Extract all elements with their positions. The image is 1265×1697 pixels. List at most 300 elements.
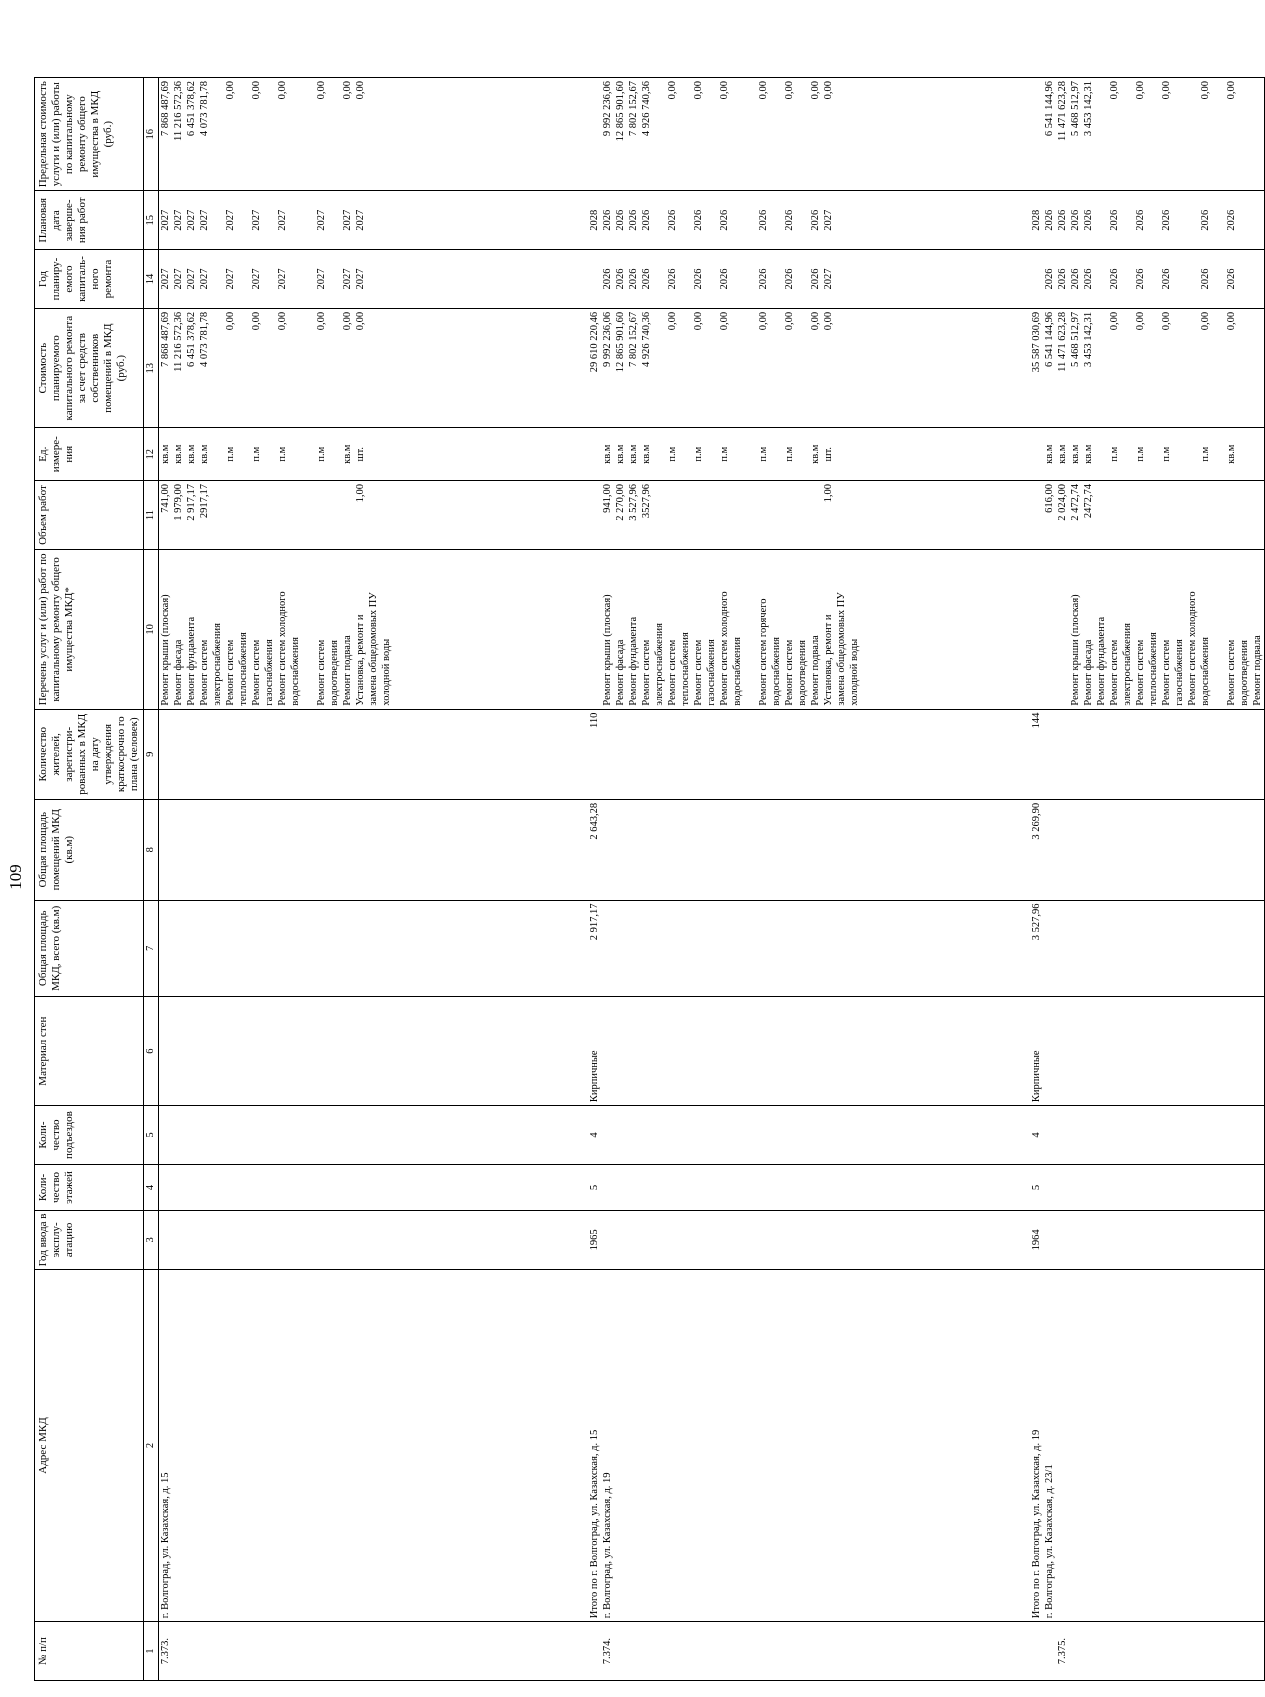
cell-line — [614, 904, 627, 994]
cell-line — [874, 484, 887, 546]
cell-line — [1017, 253, 1030, 305]
cell-line: водоснабжения — [732, 637, 743, 706]
cell-line — [289, 81, 302, 187]
cell-line — [666, 1168, 679, 1207]
cell-line — [861, 1109, 874, 1161]
cell-line — [718, 904, 731, 994]
cell-line — [497, 553, 510, 705]
cell-line — [731, 312, 744, 425]
cell-line — [796, 803, 809, 897]
cell-line: 144 — [1031, 712, 1042, 729]
cell-line: 2026 — [667, 268, 678, 290]
cell-line — [367, 1214, 380, 1266]
cell-line: 2027 — [277, 209, 288, 231]
cell-line — [705, 253, 718, 305]
cell-line — [679, 253, 692, 305]
cell-line — [367, 803, 380, 897]
cell-line — [809, 1168, 822, 1207]
cell-line: 2472,74 — [1083, 483, 1094, 519]
cell-line — [1147, 431, 1160, 476]
cell-line — [510, 553, 523, 705]
cell-line — [484, 1273, 497, 1618]
cell-line — [692, 1625, 705, 1677]
cell-line — [406, 312, 419, 425]
cell-line — [679, 81, 692, 187]
cell-line — [861, 312, 874, 425]
cell-line — [484, 803, 497, 897]
cell-line — [926, 713, 939, 796]
cell-line — [562, 312, 575, 425]
cell-line: 2026 — [758, 268, 769, 290]
cell-line — [757, 484, 770, 546]
cell-line — [653, 194, 666, 246]
cell-line — [510, 803, 523, 897]
cell-line — [939, 253, 952, 305]
cell-line — [939, 904, 952, 994]
cell-line — [484, 713, 497, 796]
cell-line — [692, 1273, 705, 1618]
cell-line — [419, 194, 432, 246]
cell-line — [458, 1000, 471, 1102]
cell-line: 0,00 — [1161, 311, 1172, 331]
cell-line — [796, 1214, 809, 1266]
cell-line: 6 451 378,62 — [186, 81, 197, 137]
cell-line — [978, 1214, 991, 1266]
cell-line: 2026 — [602, 268, 613, 290]
cell-line: теплоснабжения — [680, 632, 691, 706]
rotated-sheet — [0, 57, 1263, 1697]
cell-line: Ремонт систем — [641, 639, 652, 706]
header-cell: Перечень услуг и (или) работ по капитальному ремонту общего имущества МКД* — [35, 550, 144, 709]
cell-line — [406, 253, 419, 305]
cell-line — [744, 803, 757, 897]
cell-line: 2027 — [160, 209, 171, 231]
cell-line — [835, 904, 848, 994]
cell-line — [822, 1000, 835, 1102]
cell-line — [965, 1273, 978, 1618]
cell-line — [523, 1625, 536, 1677]
cell-line — [458, 312, 471, 425]
cell-line — [510, 1625, 523, 1677]
cell-line — [159, 713, 172, 796]
cell-line — [588, 253, 601, 305]
cell-line — [861, 1214, 874, 1266]
cell-line — [705, 312, 718, 425]
cell-line — [575, 1000, 588, 1102]
cell-line — [874, 904, 887, 994]
cell-line — [1004, 1168, 1017, 1207]
cell-line: Установка, ремонт и — [823, 614, 834, 706]
cell-line — [172, 1625, 185, 1677]
cell-line — [393, 1273, 406, 1618]
cell-floors — [159, 1164, 1265, 1210]
cell-line — [939, 713, 952, 796]
cell-line — [432, 1273, 445, 1618]
cell-line — [926, 803, 939, 897]
cell-line: 2 643,28 — [589, 802, 600, 840]
cell-line — [315, 1273, 328, 1618]
cell-line — [562, 1000, 575, 1102]
cell-line — [523, 484, 536, 546]
header-cell: № п/п — [35, 1622, 144, 1681]
cell-line — [1017, 1168, 1030, 1207]
cell-line — [276, 484, 289, 546]
cell-line — [679, 1625, 692, 1677]
cell-line — [523, 713, 536, 796]
cell-line — [679, 1168, 692, 1207]
cell-line: шт. — [355, 446, 366, 462]
cell-line — [302, 484, 315, 546]
cell-line — [289, 1625, 302, 1677]
cell-line — [783, 1109, 796, 1161]
cell-line — [575, 431, 588, 476]
column-number: 6 — [144, 997, 159, 1106]
cell-line: кв.м — [641, 444, 652, 464]
cell-line — [926, 904, 939, 994]
cell-line — [562, 484, 575, 546]
cell-line — [549, 81, 562, 187]
cell-line — [354, 1214, 367, 1266]
cell-line — [562, 1214, 575, 1266]
cell-line — [731, 1273, 744, 1618]
cell-line — [341, 1214, 354, 1266]
cell-line: холодной воды — [381, 638, 392, 706]
cell-line: 2026 — [693, 209, 704, 231]
cell-line — [471, 1000, 484, 1102]
cell-line — [510, 1000, 523, 1102]
cell-line — [471, 431, 484, 476]
cell-line — [991, 1214, 1004, 1266]
cell-line — [211, 484, 224, 546]
cell-line — [1212, 312, 1225, 425]
cell-line — [887, 1214, 900, 1266]
cell-line — [484, 484, 497, 546]
cell-line — [393, 904, 406, 994]
cell-line — [523, 1273, 536, 1618]
cell-line — [445, 484, 458, 546]
cell-line: 2026 — [1109, 268, 1120, 290]
cell-line: п.м — [719, 446, 730, 462]
cell-line — [575, 1625, 588, 1677]
cell-line — [770, 484, 783, 546]
column-number: 16 — [144, 78, 159, 191]
cell-line — [887, 484, 900, 546]
cell-line — [783, 1625, 796, 1677]
cell-line: кв.м — [628, 444, 639, 464]
cell-line: 2026 — [641, 268, 652, 290]
cell-line — [926, 1168, 939, 1207]
cell-line: 2027 — [251, 268, 262, 290]
cell-line — [965, 194, 978, 246]
cell-line — [471, 553, 484, 705]
cell-line — [1147, 81, 1160, 187]
cell-line — [978, 431, 991, 476]
cell-line — [380, 1109, 393, 1161]
cell-line: 5 468 512,97 — [1070, 81, 1081, 137]
cell-line — [913, 803, 926, 897]
cell-line — [978, 81, 991, 187]
cell-line — [835, 1109, 848, 1161]
cell-line: 0,00 — [719, 311, 730, 331]
cell-line — [354, 1625, 367, 1677]
cell-line — [497, 194, 510, 246]
cell-line — [991, 553, 1004, 705]
cell-line — [770, 1168, 783, 1207]
cell-line — [757, 1214, 770, 1266]
column-number: 10 — [144, 550, 159, 709]
cell-line: Ремонт систем — [1135, 639, 1146, 706]
cell-line — [1017, 904, 1030, 994]
cell-line — [380, 803, 393, 897]
cell-line — [315, 713, 328, 796]
cell-line — [848, 484, 861, 546]
cell-line — [159, 1000, 172, 1102]
cell-line — [822, 1273, 835, 1618]
cell-line — [640, 1214, 653, 1266]
cell-line — [1017, 1625, 1030, 1677]
cell-line — [887, 253, 900, 305]
cell-line — [341, 803, 354, 897]
cell-line — [289, 194, 302, 246]
cell-line — [471, 484, 484, 546]
cell-line — [848, 713, 861, 796]
cell-line — [770, 253, 783, 305]
cell-line — [965, 1168, 978, 1207]
cell-line — [939, 1273, 952, 1618]
cell-line — [1004, 1625, 1017, 1677]
cell-line: Ремонт систем — [251, 639, 262, 706]
cell-line — [562, 1273, 575, 1618]
cell-line — [341, 484, 354, 546]
cell-line — [744, 1273, 757, 1618]
header-cell: Общая площадь МКД, всего (кв.м) — [35, 900, 144, 997]
cell-line — [328, 312, 341, 425]
cell-line — [887, 81, 900, 187]
cell-line — [302, 713, 315, 796]
cell-line: Ремонт систем — [784, 639, 795, 706]
cell-line — [796, 431, 809, 476]
cell-line — [679, 713, 692, 796]
cell-line — [809, 904, 822, 994]
cell-line — [783, 484, 796, 546]
cell-line — [263, 1168, 276, 1207]
cell-line: 4 073 781,78 — [199, 81, 210, 137]
cell-line — [367, 253, 380, 305]
cell-line — [718, 1109, 731, 1161]
cell-line: 0,00 — [1226, 311, 1237, 331]
cell-line: 4 — [1031, 1132, 1042, 1138]
cell-line — [952, 904, 965, 994]
cell-line: 2026 — [602, 209, 613, 231]
cell-line — [562, 1625, 575, 1677]
cell-line — [198, 1000, 211, 1102]
cell-line — [926, 1625, 939, 1677]
cell-line — [354, 1168, 367, 1207]
cell-line — [432, 1000, 445, 1102]
cell-line: Установка, ремонт и — [355, 614, 366, 706]
cell-line — [250, 1168, 263, 1207]
cell-line — [458, 431, 471, 476]
cell-line — [770, 1109, 783, 1161]
cell-line — [718, 484, 731, 546]
cell-line — [575, 553, 588, 705]
cell-line — [224, 904, 237, 994]
cell-line: Ремонт крыши (плоская) — [160, 594, 171, 706]
cell-line: 2026 — [719, 209, 730, 231]
cell-line: 2028 — [589, 209, 600, 231]
cell-total-area — [159, 900, 1265, 997]
cell-line — [991, 1168, 1004, 1207]
cell-line: 2026 — [1226, 268, 1237, 290]
cell-line: 3 269,90 — [1031, 802, 1042, 840]
cell-line — [939, 81, 952, 187]
cell-line — [653, 253, 666, 305]
cell-line: Кирпичные — [1031, 1050, 1042, 1103]
cell-line — [276, 904, 289, 994]
cell-line — [874, 194, 887, 246]
cell-line — [328, 1214, 341, 1266]
cell-line: замена общедомовых ПУ — [368, 592, 379, 706]
cell-line: кв.м — [602, 444, 613, 464]
cell-line: 7 868 487,69 — [160, 311, 171, 368]
cell-line — [861, 194, 874, 246]
column-number: 5 — [144, 1106, 159, 1165]
cell-line — [432, 253, 445, 305]
cell-line — [419, 1109, 432, 1161]
cell-line — [978, 1168, 991, 1207]
cell-line — [601, 1214, 614, 1266]
cell-line — [276, 803, 289, 897]
cell-line — [835, 1168, 848, 1207]
header-cell: Адрес МКД — [35, 1269, 144, 1621]
cell-line — [549, 194, 562, 246]
cell-line — [653, 81, 666, 187]
cell-line — [185, 803, 198, 897]
cell-line — [302, 1625, 315, 1677]
header-cell: Ед. измере-ния — [35, 428, 144, 480]
cell-line — [887, 1000, 900, 1102]
cell-line — [1186, 431, 1199, 476]
cell-line — [575, 484, 588, 546]
cell-line — [991, 713, 1004, 796]
cell-line: 2026 — [719, 268, 730, 290]
cell-line — [627, 713, 640, 796]
column-number: 11 — [144, 480, 159, 549]
cell-line — [302, 904, 315, 994]
cell-line — [510, 1214, 523, 1266]
cell-line: 2027 — [823, 268, 834, 290]
cell-line — [549, 1273, 562, 1618]
cell-line — [237, 253, 250, 305]
cell-line — [770, 803, 783, 897]
cell-line — [965, 253, 978, 305]
column-number: 15 — [144, 191, 159, 250]
cell-line — [458, 1625, 471, 1677]
cell-line — [718, 1273, 731, 1618]
cell-wall-material — [159, 997, 1265, 1106]
cell-line: Ремонт систем холодного — [719, 591, 730, 706]
cell-line — [289, 803, 302, 897]
cell-volume — [159, 480, 1265, 549]
cell-line — [406, 1214, 419, 1266]
cell-line — [744, 1109, 757, 1161]
cell-line — [380, 81, 393, 187]
cell-line — [328, 713, 341, 796]
cell-line — [757, 1273, 770, 1618]
cell-line — [276, 713, 289, 796]
cell-line — [874, 1625, 887, 1677]
cell-line — [770, 1625, 783, 1677]
cell-line — [250, 1625, 263, 1677]
cell-line — [549, 1168, 562, 1207]
cell-line — [575, 1168, 588, 1207]
cell-line — [458, 713, 471, 796]
cell-line — [965, 803, 978, 897]
header-cell: Материал стен — [35, 997, 144, 1106]
cell-line: Ремонт систем — [225, 639, 236, 706]
cell-line — [432, 194, 445, 246]
cell-line — [575, 312, 588, 425]
cell-line — [835, 484, 848, 546]
cell-line — [575, 81, 588, 187]
cell-line — [224, 1273, 237, 1618]
cell-line — [328, 1000, 341, 1102]
cell-line — [159, 1214, 172, 1266]
cell-line — [874, 1168, 887, 1207]
cell-line — [419, 81, 432, 187]
cell-line — [380, 312, 393, 425]
cell-line — [172, 1214, 185, 1266]
cell-line — [900, 484, 913, 546]
cell-line — [471, 1168, 484, 1207]
cell-line — [432, 81, 445, 187]
cell-line — [536, 1168, 549, 1207]
cell-line: газоснабжения — [1174, 639, 1185, 706]
cell-line — [419, 312, 432, 425]
cell-line — [211, 713, 224, 796]
cell-line — [549, 904, 562, 994]
cell-line — [744, 1000, 757, 1102]
cell-line — [510, 1168, 523, 1207]
cell-line: кв.м — [1057, 444, 1068, 464]
cell-line: 2026 — [758, 209, 769, 231]
cell-line — [848, 1109, 861, 1161]
cell-line — [497, 713, 510, 796]
cell-line — [224, 1625, 237, 1677]
cell-line — [393, 803, 406, 897]
cell-line — [302, 1273, 315, 1618]
cell-line — [237, 1168, 250, 1207]
cell-line — [1004, 904, 1017, 994]
cell-line — [614, 1168, 627, 1207]
cell-line — [952, 194, 965, 246]
cell-line — [1004, 194, 1017, 246]
cell-line — [614, 713, 627, 796]
cell-line — [198, 1214, 211, 1266]
cell-line: 11 471 623,28 — [1057, 81, 1068, 141]
cell-line — [458, 484, 471, 546]
cell-line: 2027 — [186, 268, 197, 290]
cell-line — [679, 904, 692, 994]
cell-line — [562, 803, 575, 897]
cell-line — [965, 713, 978, 796]
cell-line: 0,00 — [823, 311, 834, 331]
cell-line — [809, 803, 822, 897]
cell-line — [419, 1625, 432, 1677]
cell-line — [861, 431, 874, 476]
cell-line — [835, 194, 848, 246]
cell-line: 1964 — [1031, 1229, 1042, 1251]
